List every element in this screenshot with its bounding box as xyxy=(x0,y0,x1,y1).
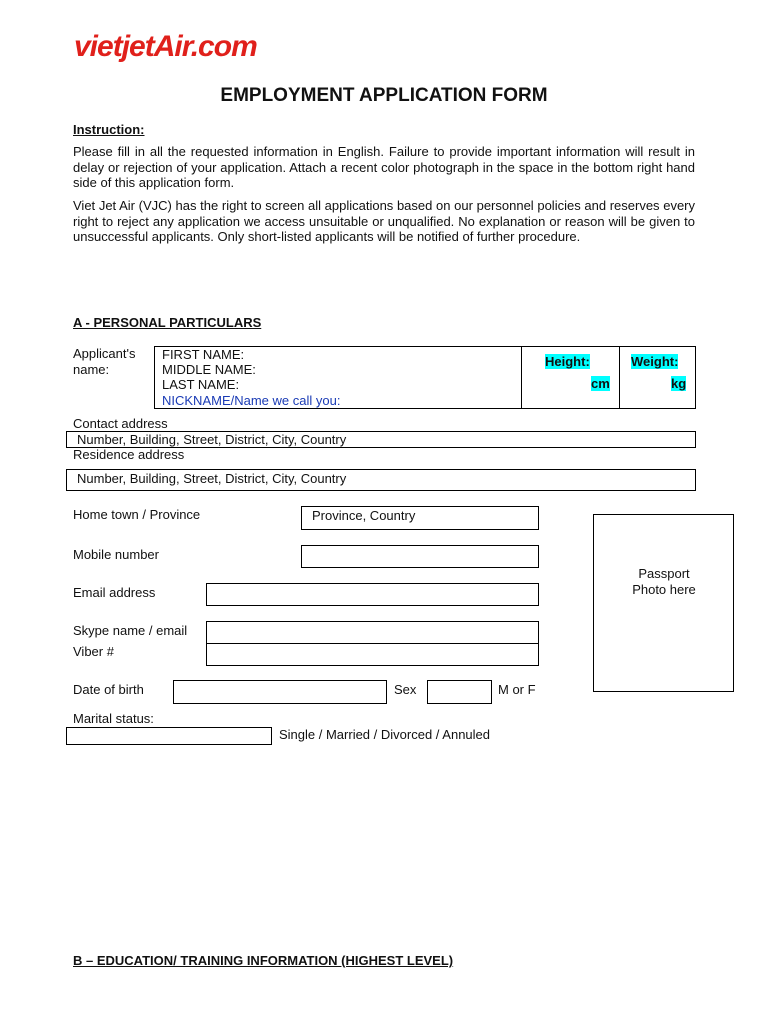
residence-address-label: Residence address xyxy=(73,447,185,462)
email-input[interactable] xyxy=(206,583,539,606)
skype-label: Skype name / email xyxy=(73,623,188,638)
dob-label: Date of birth xyxy=(73,682,144,697)
contact-address-input[interactable]: Number, Building, Street, District, City, Country xyxy=(66,431,696,448)
passport-photo-placeholder[interactable] xyxy=(593,514,734,692)
sex-hint: M or F xyxy=(498,682,536,697)
sex-label: Sex xyxy=(394,682,417,697)
name-height-divider xyxy=(521,347,522,408)
hometown-label: Home town / Province xyxy=(73,507,201,522)
applicant-name-table xyxy=(154,346,696,409)
section-a-heading: A - PERSONAL PARTICULARS xyxy=(73,315,262,330)
height-label: Height: xyxy=(545,354,590,369)
weight-unit[interactable]: kg xyxy=(671,376,687,391)
marital-status-options: Single / Married / Divorced / Annuled xyxy=(279,727,490,742)
page-title: EMPLOYMENT APPLICATION FORM xyxy=(220,85,548,106)
viber-label: Viber # xyxy=(73,644,114,659)
marital-status-label: Marital status: xyxy=(73,711,154,726)
section-b-heading: B – EDUCATION/ TRAINING INFORMATION (HIGHEST LEVEL) xyxy=(73,953,454,968)
applicant-name-label: Applicant's name: xyxy=(73,346,136,377)
instruction-paragraph-2: Viet Jet Air (VJC) has the right to screen all applications based on our personnel policies and reserves every right to reject any application we access unsuitable or unqualified. No explanation or reason will be given to unsuccessful applicants. Only short-listed applicants will be notified of further procedure. xyxy=(73,198,695,245)
weight-label: Weight: xyxy=(631,354,679,369)
skype-input[interactable] xyxy=(206,621,539,644)
passport-photo-text: Passport Photo here xyxy=(632,566,696,597)
company-logo: vietjetAir.com xyxy=(74,30,257,63)
viber-input[interactable] xyxy=(206,643,539,666)
nickname-field[interactable]: NICKNAME/Name we call you: xyxy=(162,392,341,408)
hometown-input[interactable]: Province, Country xyxy=(301,506,539,530)
email-label: Email address xyxy=(73,585,156,600)
marital-status-input[interactable] xyxy=(66,727,272,745)
instruction-heading: Instruction: xyxy=(73,122,145,137)
height-weight-divider xyxy=(619,347,620,408)
middle-name-field[interactable]: MIDDLE NAME: xyxy=(162,362,256,378)
contact-address-label: Contact address xyxy=(73,416,168,431)
mobile-label: Mobile number xyxy=(73,547,159,562)
instruction-paragraph-1: Please fill in all the requested information in English. Failure to provide important information will result in delay or rejection of your application. Attach a recent color photograph in the space in the bottom right hand side of this application form. xyxy=(73,144,695,191)
mobile-input[interactable] xyxy=(301,545,539,568)
last-name-field[interactable]: LAST NAME: xyxy=(162,377,240,393)
first-name-field[interactable]: FIRST NAME: xyxy=(162,347,245,362)
residence-address-input[interactable]: Number, Building, Street, District, City, Country xyxy=(66,469,696,491)
height-unit[interactable]: cm xyxy=(591,376,610,391)
sex-input[interactable] xyxy=(427,680,492,704)
dob-input[interactable] xyxy=(173,680,387,704)
